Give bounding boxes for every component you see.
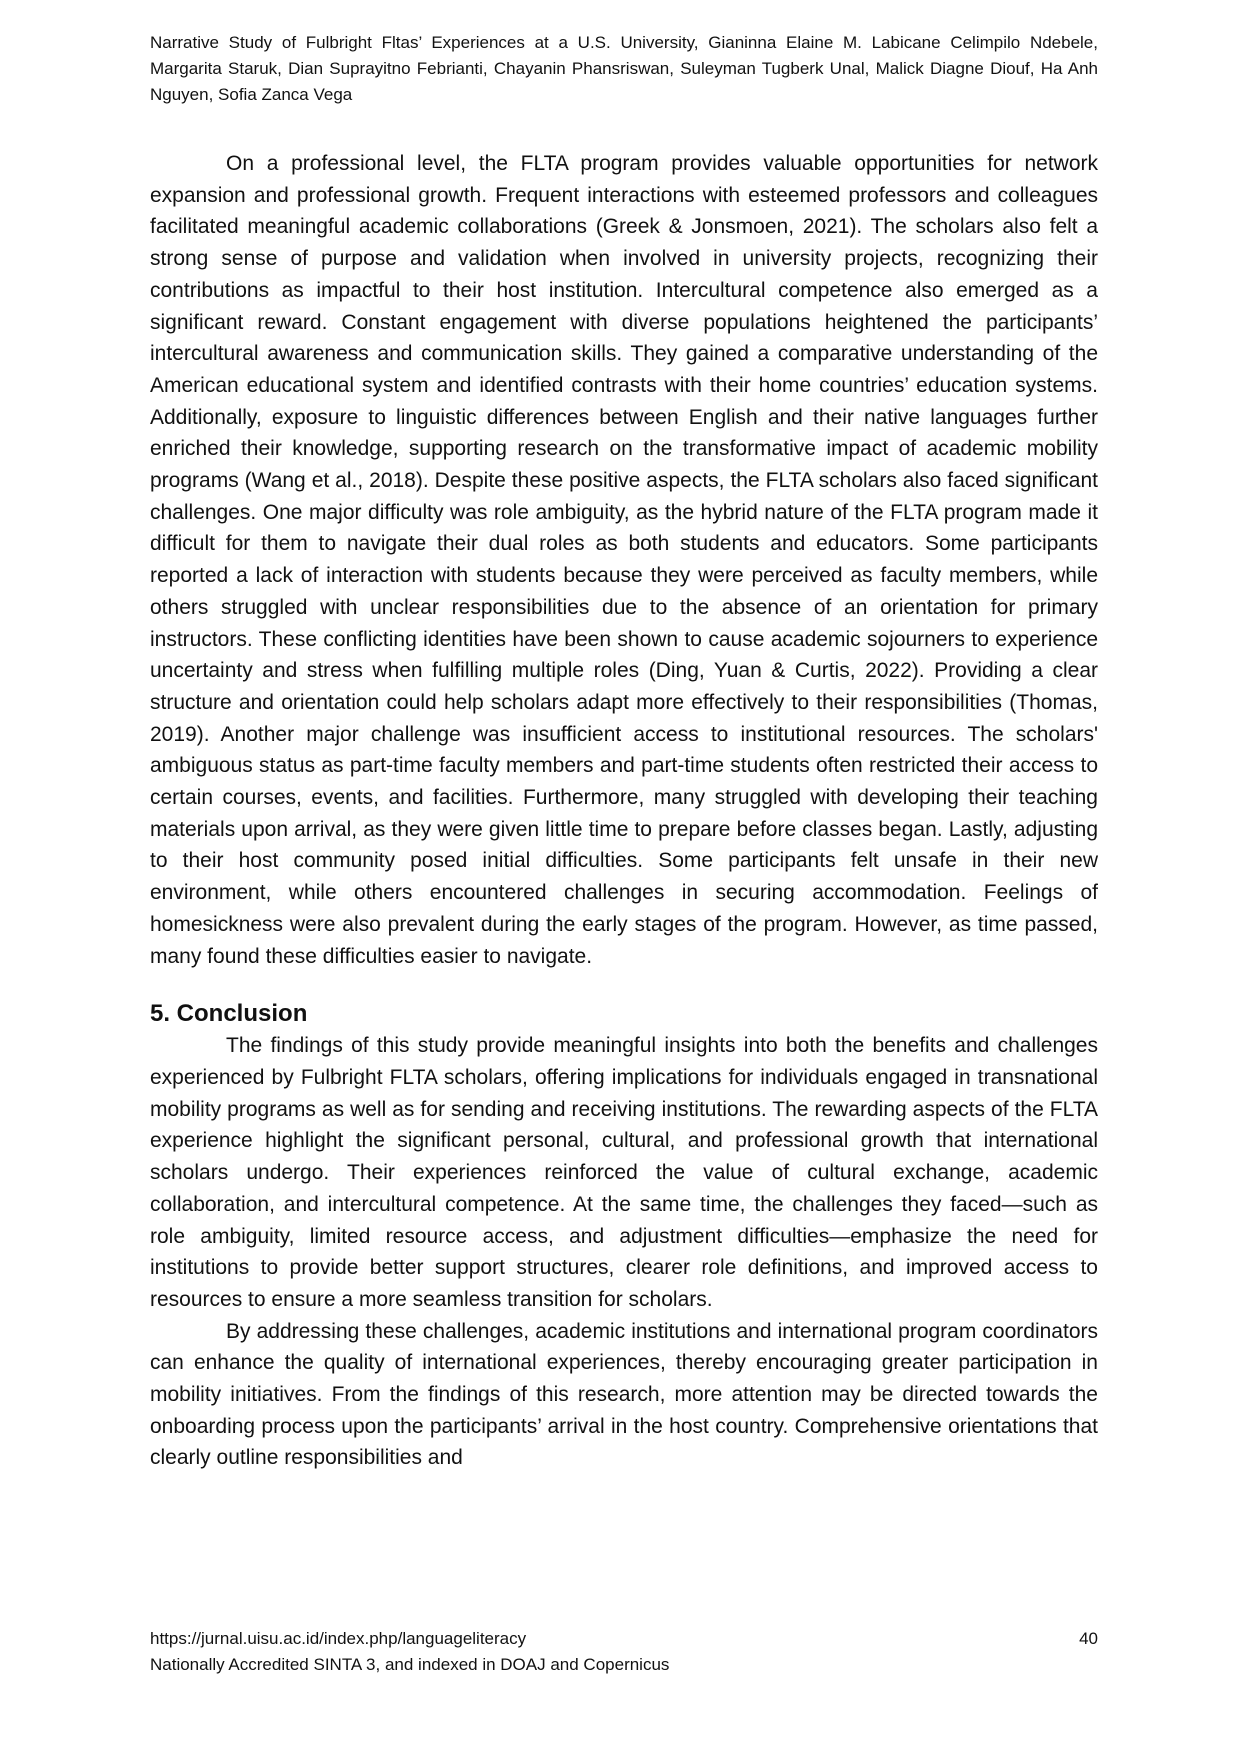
body-paragraph: On a professional level, the FLTA program provides valuable opportunities for network expansion and professional growth. Frequent interactions with esteemed professors and colleagues facilitated meaningful academic collaborations (Greek & Jonsmoen, 2021). The scholars also felt a strong sense of purpose and validation when involved in university projects, recognizing their contributions as impactful to their host institution. Intercultural competence also emerged as a significant reward. Constant engagement with diverse populations heightened the participants’ intercultural awareness and communication skills. They gained a comparative understanding of the American educational system and identified contrasts with their home countries’ education systems. Additionally, exposure to linguistic differences between English and their native languages further enriched their knowledge, supporting research on the transformative impact of academic mobility programs (Wang et al., 2018). Despite these positive aspects, the FLTA scholars also faced significant challenges. One major difficulty was role ambiguity, as the hybrid nature of the FLTA program made it difficult for them to navigate their dual roles as both students and educators. Some participants reported a lack of interaction with students because they were perceived as faculty members, while others struggled with unclear responsibilities due to the absence of an orientation for primary instructors. These conflicting identities have been shown to cause academic sojourners to experience uncertainty and stress when fulfilling multiple roles (Ding, Yuan & Curtis, 2022). Providing a clear structure and orientation could help scholars adapt more effectively to their responsibilities (Thomas, 2019). Another major challenge was insufficient access to institutional resources. The scholars' ambiguous status as part-time faculty members and part-time students often restricted their access to certain courses, events, and facilities. Furthermore, many struggled with developing their teaching materials upon arrival, as they were given little time to prepare before classes began. Lastly, adjusting to their host community posed initial difficulties. Some participants felt unsafe in their new environment, while others encountered challenges in securing accommodation. Feelings of homesickness were also prevalent during the early stages of the program. However, as time passed, many found these difficulties easier to navigate. <box>150 152 1098 968</box>
page-number: 40 <box>1079 1629 1098 1648</box>
page-footer <box>150 1626 1098 1678</box>
section-heading: 5. Conclusion <box>150 1000 308 1028</box>
body-paragraph: The findings of this study provide meaningful insights into both the benefits and challenges experienced by Fulbright FLTA scholars, offering implications for individuals engaged in transnational mobility programs as well as for sending and receiving institutions. The rewarding aspects of the FLTA experience highlight the significant personal, cultural, and professional growth that international scholars undergo. Their experiences reinforced the value of cultural exchange, academic collaboration, and intercultural competence. At the same time, the challenges they faced—such as role ambiguity, limited resource access, and adjustment difficulties—emphasize the need for institutions to provide better support structures, clearer role definitions, and improved access to resources to ensure a more seamless transition for scholars. <box>150 1034 1098 1311</box>
paper-page <box>150 30 1098 1730</box>
accreditation-note: Nationally Accredited SINTA 3, and indexed in DOAJ and Copernicus <box>150 1655 670 1674</box>
body-paragraph: By addressing these challenges, academic institutions and international program coordinators can enhance the quality of international experiences, thereby encouraging greater participation in mobility initiatives. From the findings of this research, more attention may be directed towards the onboarding process upon the participants’ arrival in the host country. Comprehensive orientations that clearly outline responsibilities and <box>150 1319 1098 1470</box>
journal-url-link[interactable]: https://jurnal.uisu.ac.id/index.php/languageliteracy <box>150 1629 527 1648</box>
footer-top-row <box>150 1626 1098 1652</box>
running-header: Narrative Study of Fulbright Fltas’ Experiences at a U.S. University, Gianinna Elaine M. Labicane Celimpilo Ndebele, Margarita Staruk, Dian Suprayitno Febrianti, Chayanin Phansriswan, Suleyman Tugberk Unal, Malick Diagne Diouf, Ha Anh Nguyen, Sofia Zanca Vega <box>150 33 1098 104</box>
